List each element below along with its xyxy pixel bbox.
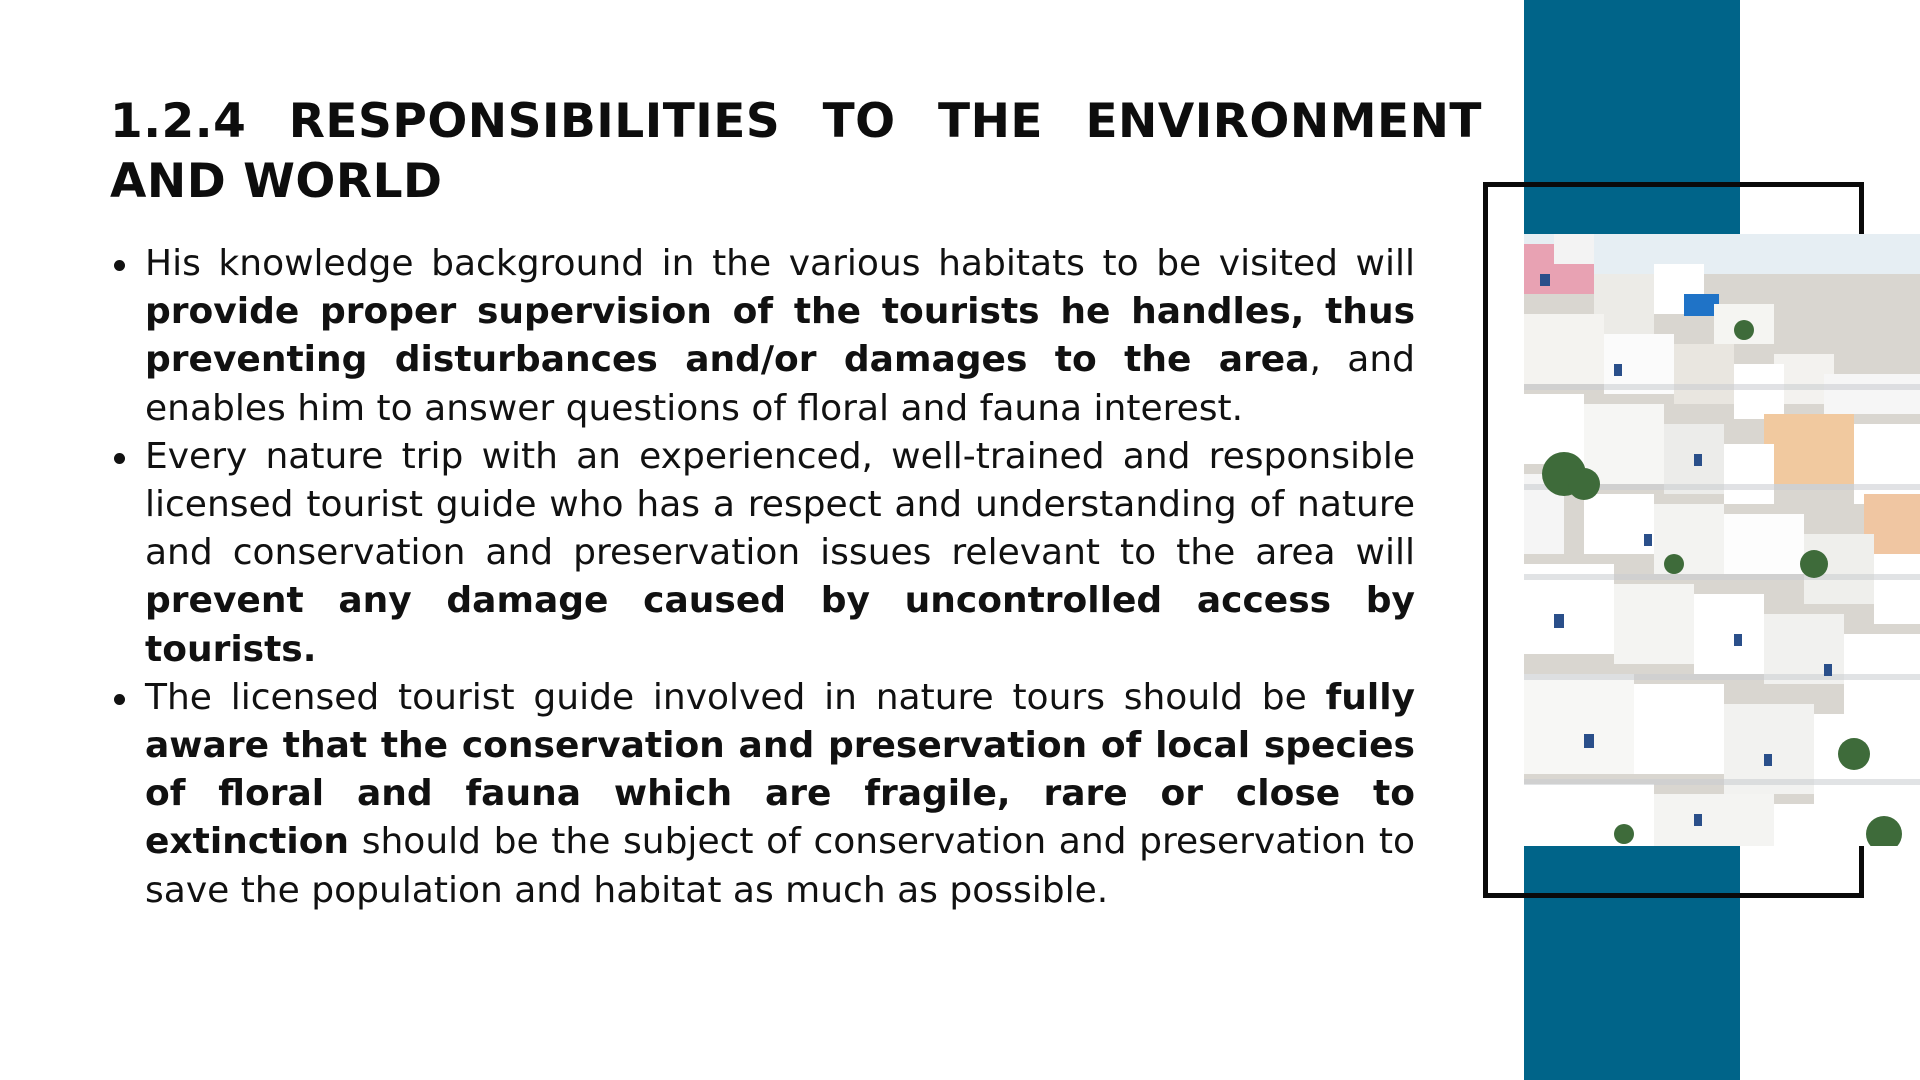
bullet-text-bold: provide proper supervision of the tourists he handles, thus preventing disturbances and/or damages to the area — [145, 291, 1415, 381]
bullet-item — [110, 240, 1415, 433]
bullet-item — [110, 433, 1415, 674]
village-photo-illustration — [1524, 234, 1920, 846]
bullet-item — [110, 674, 1415, 915]
bullet-text: His knowledge background in the various habitats to be visited will — [145, 243, 1415, 284]
village-photo — [1524, 234, 1920, 846]
bullet-text: Every nature trip with an experienced, well-trained and responsible licensed tourist guide who has a respect and understanding of nature and conservation and preservation issues relevant to the area will — [145, 435, 1415, 574]
bullet-dot-icon — [114, 453, 125, 464]
bullet-list — [110, 240, 1415, 915]
slide-title: 1.2.4 RESPONSIBILITIES TO THE ENVIRONMENT AND WORLD — [110, 94, 1482, 209]
bullet-text-bold: prevent any damage caused by uncontrolled access by tourists. — [145, 580, 1415, 670]
bullet-text: The licensed tourist guide involved in nature tours should be — [145, 676, 1326, 718]
bullet-dot-icon — [114, 694, 125, 705]
bullet-text: should be the subject of conservation and preservation to save the population and habitat as much as possible. — [145, 821, 1415, 911]
bullet-dot-icon — [114, 260, 125, 271]
bullet-text-bold: fully aware that the conservation and preservation of local species of floral and fauna which are fragile, rare or close to extinction — [145, 676, 1415, 863]
bullet-text: , and enables him to answer questions of floral and fauna interest. — [145, 339, 1415, 429]
